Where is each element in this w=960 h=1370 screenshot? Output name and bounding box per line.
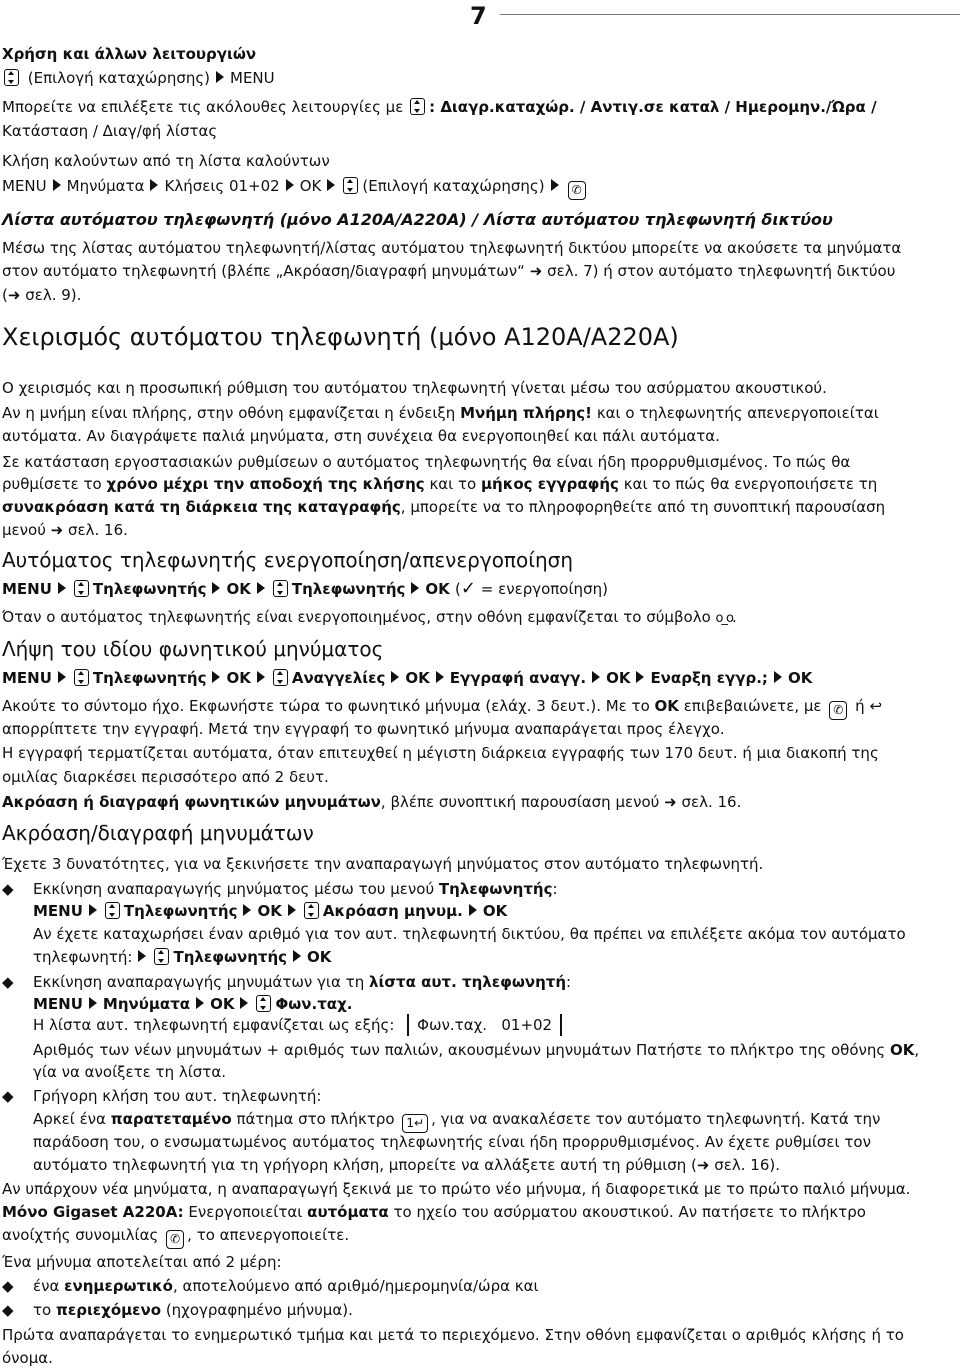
display-example: Φων.ταχ. 01+02 bbox=[407, 1014, 562, 1036]
right-triangle-icon bbox=[150, 179, 158, 191]
diamond-bullet-icon: ◆ bbox=[2, 973, 14, 991]
menu-path-line: MENU Τηλεφωνητής OK Αναγγελίες OK Εγγραφή αναγγ. OK Εναρξη εγγρ.; OK bbox=[2, 669, 813, 687]
talk-key-icon: ✆ bbox=[568, 181, 586, 200]
nav-key-icon bbox=[154, 948, 169, 965]
right-triangle-icon bbox=[58, 582, 66, 594]
heading-answering-machine: Χειρισμός αυτόματου τηλεφωνητή (μόνο A120A/A220A) bbox=[2, 323, 679, 351]
paragraph-line: Ακούτε το σύντομο ήχο. Εκφωνήστε τώρα το φωνητικό μήνυμα (ελάχ. 3 δευτ.). Με το OK επιβεβαιώνετε, με ✆ ή ↩ bbox=[2, 694, 956, 720]
paragraph-line: Κατάσταση / Διαγ/φή λίστας bbox=[2, 122, 218, 140]
heading-activation: Αυτόματος τηλεφωνητής ενεργοποίηση/απενεργοποίηση bbox=[2, 548, 574, 572]
paragraph-line: Αρκεί ένα παρατεταμένο πάτημα στο πλήκτρο 1↵ , για να ανακαλέσετε τον αυτόματο τηλεφωνητή. Κατά την bbox=[33, 1107, 880, 1133]
subheading-callers: Κλήση καλούντων από τη λίστα καλούντων bbox=[2, 152, 330, 170]
menu-path-line: MENU Τηλεφωνητής OK Ακρόαση μηνυμ. OK bbox=[33, 902, 508, 920]
page-number: 7 bbox=[470, 2, 487, 30]
nav-key-icon bbox=[273, 669, 288, 686]
nav-key-icon bbox=[410, 98, 425, 115]
right-triangle-icon bbox=[774, 671, 782, 683]
section-title-am-list: Λίστα αυτόματου τηλεφωνητή (μόνο A120A/A220A) / Λίστα αυτόματου τηλεφωνητή δικτύου bbox=[2, 210, 833, 229]
arrow-right-icon: ➜ bbox=[664, 793, 677, 811]
paragraph-line: Πρώτα αναπαράγεται το ενημερωτικό τμήμα και μετά το περιεχόμενο. Στην οθόνη εμφανίζεται ο αριθμός κλήσης ή το bbox=[2, 1326, 904, 1344]
answering-machine-icon: o_o bbox=[715, 611, 732, 626]
paragraph-line: ρυθμίσετε το χρόνο μέχρι την αποδοχή της κλήσης και το μήκος εγγραφής και το πώς θα ενεργοποιήσετε τη bbox=[2, 475, 878, 493]
paragraph-line: στον αυτόματο τηλεφωνητή (βλέπε „Ακρόαση/διαγραφή μηνυμάτων“ ➜ σελ. 7) ή στον αυτόματο τηλεφωνητή δικτύου bbox=[2, 262, 896, 280]
paragraph-line: Ένα μήνυμα αποτελείται από 2 μέρη: bbox=[2, 1253, 282, 1271]
paragraph-line: γία να ανοίξετε τη λίστα. bbox=[33, 1063, 226, 1081]
header-rule bbox=[500, 14, 960, 15]
section-title-other-functions: Χρήση και άλλων λειτουργιών bbox=[2, 45, 257, 63]
right-triangle-icon bbox=[286, 179, 294, 191]
nav-key-icon bbox=[343, 177, 358, 194]
paragraph-line: ανοίχτής συνομιλίας ✆ , το απενεργοποιείτε. bbox=[2, 1223, 956, 1249]
list-item: Γρήγορη κλήση του αυτ. τηλεφωνητή: bbox=[33, 1087, 322, 1105]
paragraph-line: Η εγγραφή τερματίζεται αυτόματα, όταν επιτευχθεί η μέγιστη διάρκεια εγγραφής των 170 δευτ. ή μια διακοπή της bbox=[2, 744, 879, 762]
paragraph-line: αυτόματα. Αν διαγράψετε παλιά μηνύματα, στη συνέχεια θα ενεργοποιηθεί και πάλι αυτόματα. bbox=[2, 427, 720, 445]
paragraph-line: Ακρόαση ή διαγραφή φωνητικών μηνυμάτων, βλέπε συνοπτική παρουσίαση μενού ➜ σελ. 16. bbox=[2, 793, 742, 811]
right-triangle-icon bbox=[53, 179, 61, 191]
arrow-right-icon: ➜ bbox=[7, 286, 21, 304]
right-triangle-icon bbox=[636, 671, 644, 683]
right-triangle-icon bbox=[293, 950, 301, 962]
paragraph-line: Μπορείτε να επιλέξετε τις ακόλουθες λειτουργίες με : Διαγρ.καταχώρ. / Αντιγ.σε καταλ / Ημερομην./Ώρα / bbox=[2, 98, 877, 116]
right-triangle-icon bbox=[257, 671, 265, 683]
right-triangle-icon bbox=[89, 904, 97, 916]
list-item: ένα ενημερωτικό, αποτελούμενο από αριθμό/ημερομηνία/ώρα και bbox=[33, 1277, 539, 1295]
right-triangle-icon bbox=[411, 582, 419, 594]
paragraph-line: Αν έχετε καταχωρήσει έναν αριθμό για τον αυτ. τηλεφωνητή δικτύου, θα πρέπει να επιλέξετε ακόμα τον αυτόματο bbox=[33, 925, 906, 943]
end-key-icon: ✆ bbox=[829, 701, 847, 720]
heading-record-greeting: Λήψη του ιδίου φωνητικού μηνύματος bbox=[2, 637, 384, 661]
right-triangle-icon bbox=[216, 71, 224, 83]
paragraph-line: Η λίστα αυτ. τηλεφωνητή εμφανίζεται ως εξής: Φων.ταχ. 01+02 bbox=[33, 1013, 562, 1037]
paragraph-line: (➜ σελ. 9). bbox=[2, 286, 82, 304]
right-triangle-icon bbox=[436, 671, 444, 683]
menu-path-line: MENU Μηνύματα Κλήσεις 01+02 OK (Επιλογή καταχώρησης) ✆ bbox=[2, 174, 956, 200]
paragraph-line: ομιλίας διαρκέσει περισσότερο από 2 δευτ. bbox=[2, 768, 329, 786]
arrow-right-icon: ➜ bbox=[50, 521, 64, 539]
paragraph-line: απορρίπτετε την εγγραφή. Μετά την εγγραφή το φωνητικό μήνυμα αναπαράγεται προς έλεγχο. bbox=[2, 720, 725, 738]
right-triangle-icon bbox=[469, 904, 477, 916]
paragraph-line: Αν η μνήμη είναι πλήρης, στην οθόνη εμφανίζεται η ένδειξη Μνήμη πλήρης! και ο τηλεφωνητής απενεργοποιείται bbox=[2, 404, 879, 422]
paragraph-line: τηλεφωνητή: Τηλεφωνητής OK bbox=[33, 948, 332, 966]
right-triangle-icon bbox=[212, 671, 220, 683]
menu-path-line: MENU Τηλεφωνητής OK Τηλεφωνητής OK (✓ = ενεργοποίηση) bbox=[2, 578, 608, 599]
heading-listen-delete: Ακρόαση/διαγραφή μηνυμάτων bbox=[2, 821, 314, 845]
right-triangle-icon bbox=[89, 997, 97, 1009]
list-item: Εκκίνηση αναπαραγωγής μηνυμάτων για τη λίστα αυτ. τηλεφωνητή: bbox=[33, 973, 572, 991]
back-icon: ↩ bbox=[869, 697, 883, 715]
diamond-bullet-icon: ◆ bbox=[2, 1277, 14, 1295]
right-triangle-icon bbox=[138, 950, 146, 962]
right-triangle-icon bbox=[592, 671, 600, 683]
paragraph-line: Ο χειρισμός και η προσωπική ρύθμιση του αυτόματου τηλεφωνητή γίνεται μέσω του ασύρματου ακουστικού. bbox=[2, 379, 827, 397]
talk-key-icon: ✆ bbox=[166, 1230, 184, 1249]
paragraph-line: Όταν ο αυτόματος τηλεφωνητής είναι ενεργοποιημένος, στην οθόνη εμφανίζεται το σύμβολο o_o. bbox=[2, 608, 737, 626]
diamond-bullet-icon: ◆ bbox=[2, 1301, 14, 1319]
diamond-bullet-icon: ◆ bbox=[2, 1087, 14, 1105]
paragraph-line: παράδοση του, ο ενσωματωμένος αυτόματος τηλεφωνητής είναι ήδη προρρυθμισμένος. Αν έχετε ρυθμίσει τον bbox=[33, 1133, 871, 1151]
arrow-right-icon: ➜ bbox=[529, 262, 543, 280]
nav-key-icon bbox=[304, 902, 319, 919]
paragraph-line: Έχετε 3 δυνατότητες, για να ξεκινήσετε την αναπαραγωγή μηνύματος στον αυτόματο τηλεφωνητή. bbox=[2, 855, 764, 873]
key-1-icon: 1↵ bbox=[402, 1114, 428, 1133]
right-triangle-icon bbox=[212, 582, 220, 594]
checkmark-icon: ✓ bbox=[460, 578, 476, 599]
nav-key-icon bbox=[273, 580, 288, 597]
paragraph-line: Αριθμός των νέων μηνυμάτων + αριθμός των παλιών, ακουσμένων μηνυμάτων Πατήστε το πλήκτρο της οθόνης OK, bbox=[33, 1041, 920, 1059]
nav-key-icon bbox=[74, 669, 89, 686]
arrow-right-icon: ➜ bbox=[696, 1156, 710, 1174]
right-triangle-icon bbox=[240, 997, 248, 1009]
nav-key-icon bbox=[256, 995, 271, 1012]
paragraph-line: όνομα. bbox=[2, 1349, 53, 1367]
list-item: Εκκίνηση αναπαραγωγής μηνύματος μέσω του μενού Τηλεφωνητής: bbox=[33, 880, 558, 898]
right-triangle-icon bbox=[327, 179, 335, 191]
right-triangle-icon bbox=[257, 582, 265, 594]
paragraph-line: μενού ➜ σελ. 16. bbox=[2, 521, 128, 539]
paragraph-line: συνακρόαση κατά τη διάρκεια της καταγραφής, μπορείτε να το πληροφορηθείτε από τη συνοπτική παρουσίαση bbox=[2, 498, 886, 516]
nav-key-icon bbox=[74, 580, 89, 597]
menu-path-line: (Επιλογή καταχώρησης) MENU bbox=[2, 66, 956, 90]
nav-key-icon bbox=[105, 902, 120, 919]
paragraph-line: αυτόματο τηλεφωνητή για τη γρήγορη κλήση, μπορείτε να αλλάξετε αυτή τη ρύθμιση (➜ σελ. 16). bbox=[33, 1156, 781, 1174]
diamond-bullet-icon: ◆ bbox=[2, 880, 14, 898]
right-triangle-icon bbox=[551, 179, 559, 191]
right-triangle-icon bbox=[196, 997, 204, 1009]
nav-key-icon bbox=[4, 69, 19, 86]
right-triangle-icon bbox=[391, 671, 399, 683]
right-triangle-icon bbox=[58, 671, 66, 683]
right-triangle-icon bbox=[243, 904, 251, 916]
menu-path-line: MENU Μηνύματα OK Φων.ταχ. bbox=[33, 995, 353, 1013]
paragraph-line: Μόνο Gigaset A220A: Ενεργοποιείται αυτόματα το ηχείο του ασύρματου ακουστικού. Αν πατήσετε το πλήκτρο bbox=[2, 1203, 866, 1221]
paragraph-line: Αν υπάρχουν νέα μηνύματα, η αναπαραγωγή ξεκινά με το πρώτο νέο μήνυμα, ή διαφορετικά με το πρώτο παλιό μήνυμα. bbox=[2, 1180, 911, 1198]
right-triangle-icon bbox=[288, 904, 296, 916]
list-item: το περιεχόμενο (ηχογραφημένο μήνυμα). bbox=[33, 1301, 353, 1319]
paragraph-line: Μέσω της λίστας αυτόματου τηλεφωνητή/λίστας αυτόματου τηλεφωνητή δικτύου μπορείτε να ακούσετε τα μηνύματα bbox=[2, 239, 902, 257]
paragraph-line: Σε κατάσταση εργοστασιακών ρυθμίσεων ο αυτόματος τηλεφωνητής θα είναι ήδη προρρυθμισμένος. Το πώς θα bbox=[2, 453, 851, 471]
